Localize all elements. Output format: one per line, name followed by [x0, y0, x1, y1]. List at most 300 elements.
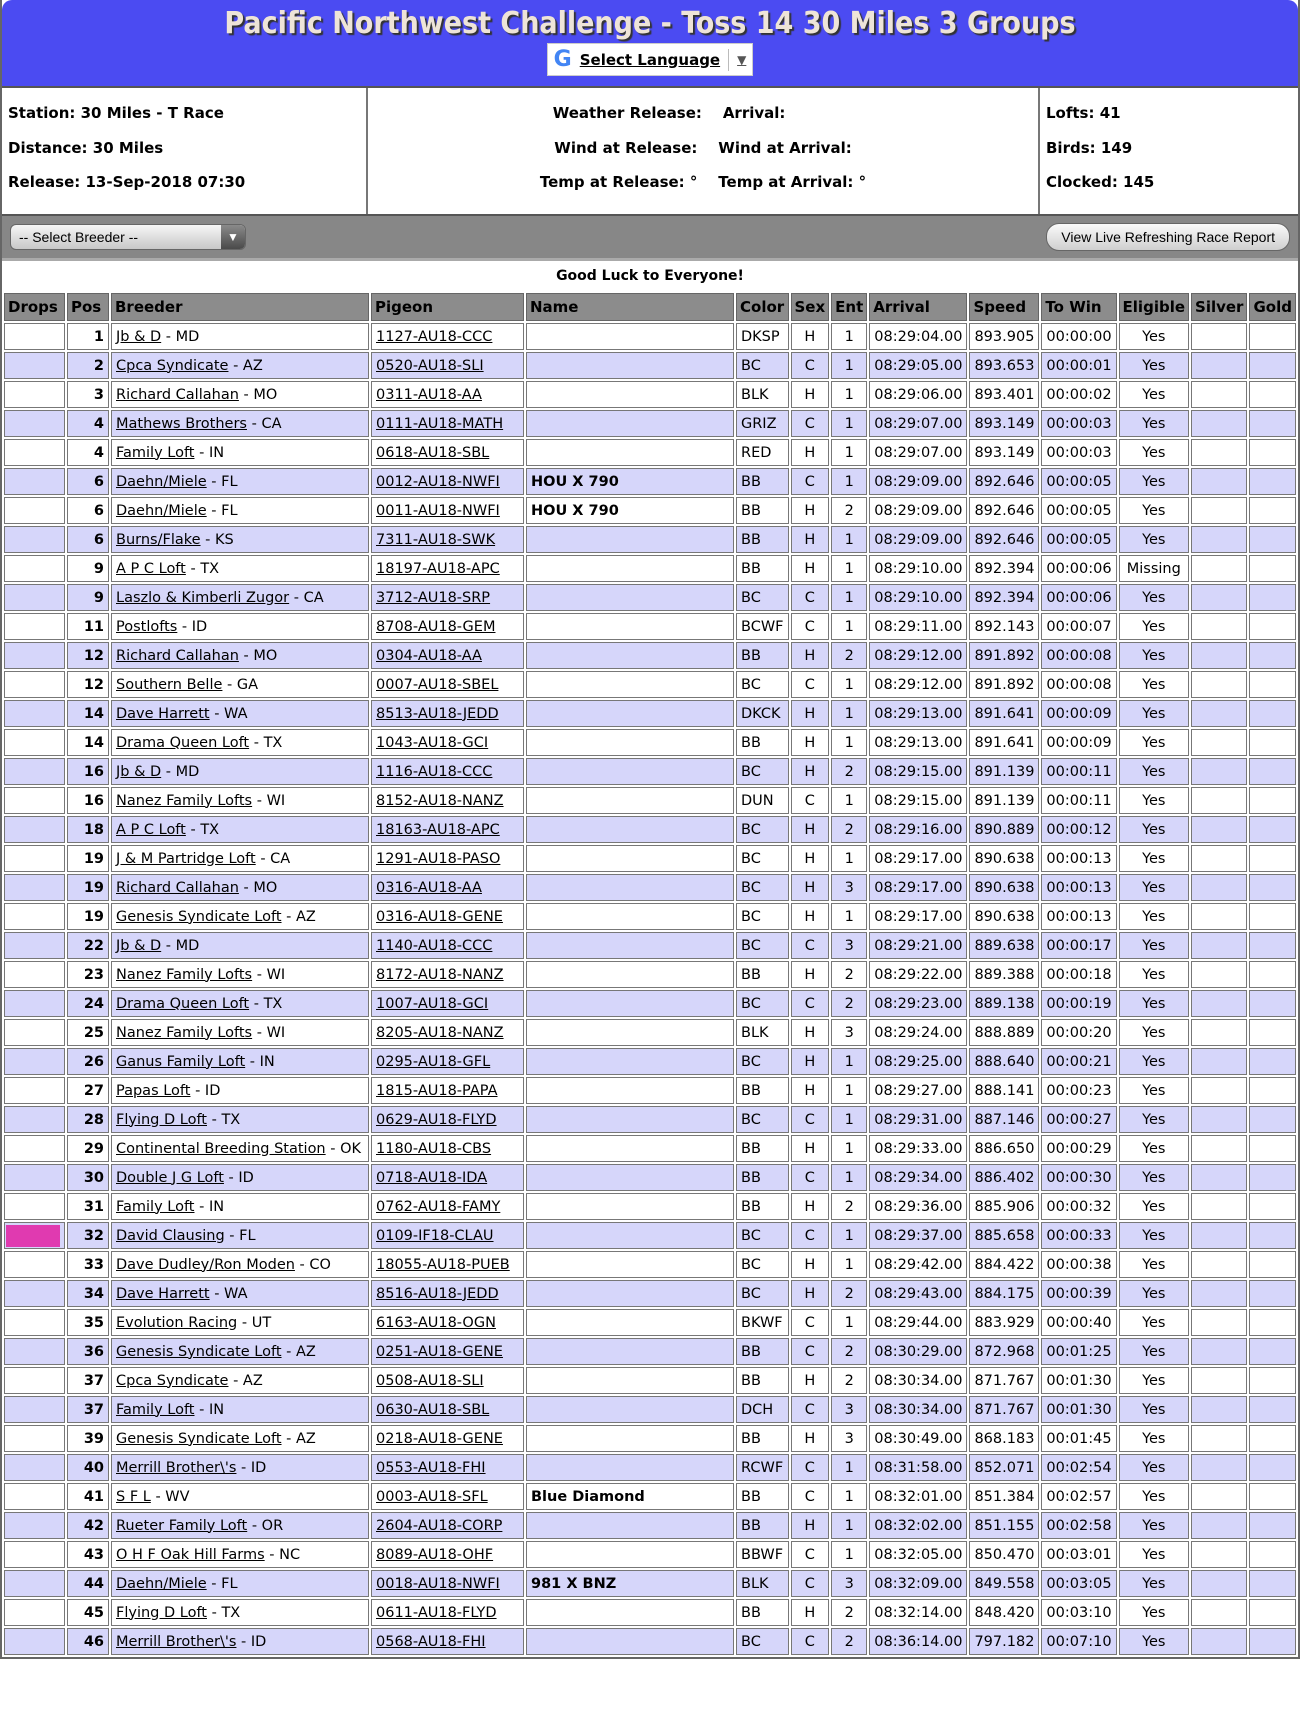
sex-cell: H	[791, 439, 830, 466]
breeder-link[interactable]: Merrill Brother\'s	[116, 1633, 237, 1650]
towin-cell: 00:00:08	[1041, 671, 1116, 698]
silver-cell	[1191, 1338, 1247, 1365]
speed-cell: 852.071	[969, 1454, 1039, 1481]
color-cell: BC	[736, 758, 789, 785]
pigeon-link[interactable]: 0111-AU18-MATH	[376, 415, 504, 432]
towin-cell: 00:00:06	[1041, 555, 1116, 582]
pigeon-link[interactable]: 0311-AU18-AA	[376, 386, 482, 403]
pigeon-link[interactable]: 0251-AU18-GENE	[376, 1343, 503, 1360]
eligible-cell: Yes	[1119, 1222, 1189, 1249]
drops-cell	[4, 1019, 65, 1046]
breeder-link[interactable]: Daehn/Miele	[116, 502, 207, 519]
ent-cell: 1	[831, 555, 867, 582]
breeder-link[interactable]: Family Loft	[116, 444, 195, 461]
name-cell	[526, 1135, 734, 1162]
name-cell	[526, 1309, 734, 1336]
ent-cell: 1	[831, 352, 867, 379]
ent-cell: 2	[831, 1628, 867, 1655]
breeder-link[interactable]: Jb & D	[116, 937, 162, 954]
breeder-link[interactable]: A P C Loft	[116, 560, 186, 577]
arrival-cell: 08:32:05.00	[869, 1541, 967, 1568]
eligible-cell: Yes	[1119, 1164, 1189, 1191]
breeder-state: ID	[250, 1459, 267, 1476]
gold-cell	[1249, 381, 1296, 408]
gold-cell	[1249, 1164, 1296, 1191]
sex-cell: C	[791, 613, 830, 640]
breeder-link[interactable]: Family Loft	[116, 1401, 195, 1418]
arrival-cell: 08:29:17.00	[869, 903, 967, 930]
speed-cell: 871.767	[969, 1396, 1039, 1423]
silver-cell	[1191, 381, 1247, 408]
breeder-state: WA	[224, 1285, 248, 1302]
pigeon-link[interactable]: 8089-AU18-OHF	[376, 1546, 494, 1563]
breeder-link[interactable]: O H F Oak Hill Farms	[116, 1546, 265, 1563]
speed-cell: 893.653	[969, 352, 1039, 379]
pigeon-link[interactable]: 0316-AU18-AA	[376, 879, 482, 896]
breeder-cell: Genesis Syndicate Loft - AZ	[111, 1338, 369, 1365]
pigeon-cell	[371, 584, 524, 611]
pigeon-cell	[371, 903, 524, 930]
col-gold: Gold	[1249, 293, 1296, 321]
breeder-link[interactable]: Daehn/Miele	[116, 1575, 207, 1592]
eligible-cell: Yes	[1119, 1541, 1189, 1568]
pigeon-link[interactable]: 0718-AU18-IDA	[376, 1169, 488, 1186]
pigeon-link[interactable]: 18055-AU18-PUEB	[376, 1256, 510, 1273]
name-cell	[526, 1367, 734, 1394]
pigeon-link[interactable]: 0568-AU18-FHI	[376, 1633, 486, 1650]
breeder-link[interactable]: Merrill Brother\'s	[116, 1459, 237, 1476]
speed-cell: 885.906	[969, 1193, 1039, 1220]
table-row	[4, 903, 1296, 930]
breeder-state: MD	[175, 763, 200, 780]
breeder-link[interactable]: Dave Harrett	[116, 705, 210, 722]
col-color: Color	[736, 293, 789, 321]
color-cell: RCWF	[736, 1454, 789, 1481]
breeder-state: AZ	[295, 908, 316, 925]
arrival-cell: 08:29:17.00	[869, 845, 967, 872]
drops-cell	[4, 1048, 65, 1075]
arrival-cell: 08:29:09.00	[869, 497, 967, 524]
breeder-link[interactable]: Nanez Family Lofts	[116, 966, 253, 983]
ent-cell: 1	[831, 903, 867, 930]
pigeon-link[interactable]: 8205-AU18-NANZ	[376, 1024, 504, 1041]
breeder-cell: Dave Harrett - WA	[111, 700, 369, 727]
breeder-link[interactable]: Mathews Brothers	[116, 415, 247, 432]
silver-cell	[1191, 729, 1247, 756]
arrival-cell: 08:29:44.00	[869, 1309, 967, 1336]
breeder-cell: Richard Callahan - MO	[111, 642, 369, 669]
breeder-state: FL	[221, 502, 238, 519]
table-row	[4, 671, 1296, 698]
pigeon-cell	[371, 729, 524, 756]
gold-cell	[1249, 468, 1296, 495]
language-selector[interactable]	[547, 43, 754, 76]
color-cell: BLK	[736, 1019, 789, 1046]
color-cell: BB	[736, 1077, 789, 1104]
col-ent: Ent	[831, 293, 867, 321]
breeder-link[interactable]: Richard Callahan	[116, 647, 239, 664]
breeder-link[interactable]: Dave Harrett	[116, 1285, 210, 1302]
arrival-cell: 08:29:07.00	[869, 439, 967, 466]
arrival-cell: 08:32:01.00	[869, 1483, 967, 1510]
eligible-cell: Yes	[1119, 468, 1189, 495]
name-cell	[526, 961, 734, 988]
breeder-cell: Family Loft - IN	[111, 439, 369, 466]
speed-cell: 848.420	[969, 1599, 1039, 1626]
pigeon-link[interactable]: 1140-AU18-CCC	[376, 937, 493, 954]
pigeon-link[interactable]: 0762-AU18-FAMY	[376, 1198, 501, 1215]
breeder-link[interactable]: Continental Breeding Station	[116, 1140, 326, 1157]
breeder-cell: Papas Loft - ID	[111, 1077, 369, 1104]
silver-cell	[1191, 903, 1247, 930]
breeder-link[interactable]: Dave Dudley/Ron Moden	[116, 1256, 295, 1273]
arrival-cell: 08:29:22.00	[869, 961, 967, 988]
breeder-link[interactable]: Postlofts	[116, 618, 178, 635]
drops-cell	[4, 1512, 65, 1539]
drops-cell	[4, 555, 65, 582]
pos-cell: 6	[67, 468, 109, 495]
breeder-cell: A P C Loft - TX	[111, 816, 369, 843]
table-row	[4, 439, 1296, 466]
pigeon-link[interactable]: 0012-AU18-NWFI	[376, 473, 500, 490]
breeder-state: ID	[250, 1633, 267, 1650]
silver-cell	[1191, 1077, 1247, 1104]
towin-cell: 00:00:13	[1041, 874, 1116, 901]
name-cell	[526, 526, 734, 553]
eligible-cell: Yes	[1119, 584, 1189, 611]
pigeon-link[interactable]: 8152-AU18-NANZ	[376, 792, 504, 809]
pigeon-link[interactable]: 0304-AU18-AA	[376, 647, 482, 664]
breeder-cell: Burns/Flake - KS	[111, 526, 369, 553]
breeder-link[interactable]: Jb & D	[116, 328, 162, 345]
color-cell: BB	[736, 1367, 789, 1394]
col-arrival: Arrival	[869, 293, 967, 321]
towin-cell: 00:02:58	[1041, 1512, 1116, 1539]
breeder-state: AZ	[295, 1430, 316, 1447]
silver-cell	[1191, 497, 1247, 524]
pos-cell: 46	[67, 1628, 109, 1655]
breeder-link[interactable]: Evolution Racing	[116, 1314, 238, 1331]
breeder-link[interactable]: Nanez Family Lofts	[116, 1024, 253, 1041]
pigeon-link[interactable]: 0295-AU18-GFL	[376, 1053, 491, 1070]
color-cell: BB	[736, 1193, 789, 1220]
pos-cell: 30	[67, 1164, 109, 1191]
pigeon-cell	[371, 990, 524, 1017]
results-body	[4, 323, 1296, 1655]
pos-cell: 33	[67, 1251, 109, 1278]
pigeon-link[interactable]: 0508-AU18-SLI	[376, 1372, 484, 1389]
speed-cell: 891.641	[969, 700, 1039, 727]
pigeon-link[interactable]: 0611-AU18-FLYD	[376, 1604, 497, 1621]
breeder-link[interactable]: Cpca Syndicate	[116, 1372, 229, 1389]
pigeon-link[interactable]: 18197-AU18-APC	[376, 560, 500, 577]
pigeon-link[interactable]: 0218-AU18-GENE	[376, 1430, 503, 1447]
silver-cell	[1191, 758, 1247, 785]
eligible-cell: Yes	[1119, 1338, 1189, 1365]
silver-cell	[1191, 1164, 1247, 1191]
gold-cell	[1249, 1367, 1296, 1394]
pigeon-link[interactable]: 3712-AU18-SRP	[376, 589, 491, 606]
pigeon-link[interactable]: 0018-AU18-NWFI	[376, 1575, 500, 1592]
pos-cell: 37	[67, 1367, 109, 1394]
pos-cell: 25	[67, 1019, 109, 1046]
gold-cell	[1249, 1193, 1296, 1220]
pigeon-link[interactable]: 0007-AU18-SBEL	[376, 676, 499, 693]
pos-cell: 26	[67, 1048, 109, 1075]
breeder-link[interactable]: Family Loft	[116, 1198, 195, 1215]
drops-cell	[4, 497, 65, 524]
page-title: Pacific Northwest Challenge - Toss 14 30 Miles 3 Groups	[224, 6, 1076, 41]
breeder-link[interactable]: Flying D Loft	[116, 1604, 207, 1621]
gold-cell	[1249, 758, 1296, 785]
breeder-link[interactable]: Daehn/Miele	[116, 473, 207, 490]
color-cell: BB	[736, 1338, 789, 1365]
breeder-link[interactable]: Drama Queen Loft	[116, 734, 250, 751]
weather-info	[368, 88, 1040, 214]
color-cell: BB	[736, 497, 789, 524]
towin-cell: 00:00:03	[1041, 410, 1116, 437]
pigeon-cell	[371, 1599, 524, 1626]
pigeon-link[interactable]: 2604-AU18-CORP	[376, 1517, 503, 1534]
name-cell	[526, 410, 734, 437]
gold-cell	[1249, 1309, 1296, 1336]
breeder-cell: Jb & D - MD	[111, 932, 369, 959]
col-pigeon: Pigeon	[371, 293, 524, 321]
speed-cell: 893.149	[969, 410, 1039, 437]
name-cell	[526, 1541, 734, 1568]
ent-cell: 2	[831, 1599, 867, 1626]
pigeon-link[interactable]: 0630-AU18-SBL	[376, 1401, 490, 1418]
ent-cell: 3	[831, 932, 867, 959]
arrival-cell: 08:29:31.00	[869, 1106, 967, 1133]
breeder-link[interactable]: J & M Partridge Loft	[116, 850, 256, 867]
towin-cell: 00:01:30	[1041, 1396, 1116, 1423]
pigeon-link[interactable]: 8172-AU18-NANZ	[376, 966, 504, 983]
eligible-cell: Yes	[1119, 1483, 1189, 1510]
speed-cell: 891.892	[969, 642, 1039, 669]
breeder-link[interactable]: Genesis Syndicate Loft	[116, 1343, 282, 1360]
pigeon-cell	[371, 439, 524, 466]
race-info-left	[2, 88, 368, 214]
arrival-cell: 08:29:15.00	[869, 758, 967, 785]
breeder-link[interactable]: Southern Belle	[116, 676, 223, 693]
silver-cell	[1191, 990, 1247, 1017]
gold-cell	[1249, 323, 1296, 350]
arrival-cell: 08:32:14.00	[869, 1599, 967, 1626]
color-cell: DKSP	[736, 323, 789, 350]
drops-cell	[4, 1396, 65, 1423]
breeder-link[interactable]: S F L	[116, 1488, 151, 1505]
pigeon-cell	[371, 381, 524, 408]
gold-cell	[1249, 526, 1296, 553]
breeder-cell: Southern Belle - GA	[111, 671, 369, 698]
table-row	[4, 381, 1296, 408]
towin-cell: 00:00:11	[1041, 758, 1116, 785]
breeder-link[interactable]: Rueter Family Loft	[116, 1517, 248, 1534]
pigeon-link[interactable]: 0316-AU18-GENE	[376, 908, 503, 925]
breeder-state: CA	[303, 589, 324, 606]
drops-cell	[4, 1077, 65, 1104]
towin-cell: 00:00:08	[1041, 642, 1116, 669]
breeder-state: AZ	[242, 1372, 263, 1389]
ent-cell: 1	[831, 1222, 867, 1249]
speed-cell: 887.146	[969, 1106, 1039, 1133]
pigeon-link[interactable]: 1180-AU18-CBS	[376, 1140, 492, 1157]
breeder-link[interactable]: Double J G Loft	[116, 1169, 224, 1186]
arrival-cell: 08:29:09.00	[869, 526, 967, 553]
sex-cell: H	[791, 961, 830, 988]
ent-cell: 2	[831, 1193, 867, 1220]
toolbar	[2, 216, 1298, 261]
name-cell	[526, 1454, 734, 1481]
table-row	[4, 526, 1296, 553]
breeder-cell: J & M Partridge Loft - CA	[111, 845, 369, 872]
table-row	[4, 1048, 1296, 1075]
color-cell: BB	[736, 1599, 789, 1626]
breeder-select[interactable]	[10, 224, 246, 250]
gold-cell	[1249, 410, 1296, 437]
breeder-link[interactable]: Papas Loft	[116, 1082, 191, 1099]
name-cell	[526, 1019, 734, 1046]
breeder-state: CA	[270, 850, 291, 867]
pigeon-link[interactable]: 0011-AU18-NWFI	[376, 502, 500, 519]
ent-cell: 1	[831, 787, 867, 814]
name-cell	[526, 642, 734, 669]
pigeon-link[interactable]: 1127-AU18-CCC	[376, 328, 493, 345]
pigeon-cell	[371, 555, 524, 582]
eligible-cell: Yes	[1119, 1512, 1189, 1539]
breeder-cell: Drama Queen Loft - TX	[111, 729, 369, 756]
pigeon-cell	[371, 1628, 524, 1655]
pigeon-link[interactable]: 1116-AU18-CCC	[376, 763, 493, 780]
eligible-cell: Yes	[1119, 729, 1189, 756]
temp-arrival: Temp at Arrival: °	[718, 173, 867, 191]
breeder-link[interactable]: Richard Callahan	[116, 386, 239, 403]
pigeon-link[interactable]: 8708-AU18-GEM	[376, 618, 496, 635]
breeder-link[interactable]: Genesis Syndicate Loft	[116, 1430, 282, 1447]
pos-cell: 11	[67, 613, 109, 640]
pigeon-link[interactable]: 1291-AU18-PASO	[376, 850, 501, 867]
ent-cell: 1	[831, 1483, 867, 1510]
ent-cell: 2	[831, 816, 867, 843]
name-cell	[526, 932, 734, 959]
breeder-link[interactable]: Cpca Syndicate	[116, 357, 229, 374]
name-cell	[526, 990, 734, 1017]
drops-cell	[4, 1599, 65, 1626]
breeder-link[interactable]: David Clausing	[116, 1227, 225, 1244]
pigeon-link[interactable]: 0520-AU18-SLI	[376, 357, 484, 374]
breeder-link[interactable]: Genesis Syndicate Loft	[116, 908, 282, 925]
pigeon-cell	[371, 1135, 524, 1162]
name-cell	[526, 700, 734, 727]
breeder-link[interactable]: Flying D Loft	[116, 1111, 207, 1128]
pigeon-link[interactable]: 7311-AU18-SWK	[376, 531, 496, 548]
arrival-cell: 08:29:09.00	[869, 468, 967, 495]
pos-cell: 32	[67, 1222, 109, 1249]
header-banner	[2, 0, 1298, 88]
silver-cell	[1191, 1106, 1247, 1133]
ent-cell: 1	[831, 613, 867, 640]
arrival-cell: 08:29:27.00	[869, 1077, 967, 1104]
pigeon-link[interactable]: 0629-AU18-FLYD	[376, 1111, 497, 1128]
pigeon-link[interactable]: 8513-AU18-JEDD	[376, 705, 499, 722]
pigeon-link[interactable]: 1007-AU18-GCI	[376, 995, 489, 1012]
breeder-state: MO	[253, 647, 278, 664]
breeder-link[interactable]: Burns/Flake	[116, 531, 201, 548]
breeder-state: AZ	[295, 1343, 316, 1360]
towin-cell: 00:01:25	[1041, 1338, 1116, 1365]
towin-cell: 00:03:05	[1041, 1570, 1116, 1597]
breeder-link[interactable]: Laszlo & Kimberli Zugor	[116, 589, 290, 606]
table-row	[4, 1512, 1296, 1539]
speed-cell: 883.929	[969, 1309, 1039, 1336]
speed-cell: 851.155	[969, 1512, 1039, 1539]
breeder-link[interactable]: Drama Queen Loft	[116, 995, 250, 1012]
towin-cell: 00:00:13	[1041, 845, 1116, 872]
color-cell: BC	[736, 1628, 789, 1655]
pigeon-link[interactable]: 6163-AU18-OGN	[376, 1314, 496, 1331]
name-cell	[526, 1396, 734, 1423]
drops-cell	[4, 903, 65, 930]
results-table	[2, 291, 1298, 1657]
pigeon-cell	[371, 1367, 524, 1394]
breeder-state: TX	[221, 1604, 241, 1621]
speed-cell: 889.388	[969, 961, 1039, 988]
breeder-state: MO	[253, 879, 278, 896]
breeder-link[interactable]: Jb & D	[116, 763, 162, 780]
table-row	[4, 787, 1296, 814]
google-g-icon: G	[553, 47, 572, 72]
gold-cell	[1249, 352, 1296, 379]
pigeon-link[interactable]: 0003-AU18-SFL	[376, 1488, 488, 1505]
gold-cell	[1249, 787, 1296, 814]
table-row	[4, 990, 1296, 1017]
breeder-link[interactable]: Ganus Family Loft	[116, 1053, 246, 1070]
arrival-cell: 08:29:21.00	[869, 932, 967, 959]
pigeon-link[interactable]: 18163-AU18-APC	[376, 821, 500, 838]
sex-cell: H	[791, 381, 830, 408]
towin-cell: 00:00:30	[1041, 1164, 1116, 1191]
color-cell: BKWF	[736, 1309, 789, 1336]
breeder-cell: Nanez Family Lofts - WI	[111, 961, 369, 988]
eligible-cell: Yes	[1119, 642, 1189, 669]
pigeon-link[interactable]: 0109-IF18-CLAU	[376, 1227, 494, 1244]
breeder-link[interactable]: Richard Callahan	[116, 879, 239, 896]
pigeon-link[interactable]: 1815-AU18-PAPA	[376, 1082, 498, 1099]
towin-cell: 00:00:32	[1041, 1193, 1116, 1220]
gold-cell	[1249, 932, 1296, 959]
pigeon-link[interactable]: 1043-AU18-GCI	[376, 734, 489, 751]
pigeon-cell	[371, 1541, 524, 1568]
drops-cell	[4, 1367, 65, 1394]
live-report-button[interactable]: View Live Refreshing Race Report	[1046, 223, 1290, 251]
breeder-link[interactable]: A P C Loft	[116, 821, 186, 838]
silver-cell	[1191, 323, 1247, 350]
pigeon-link[interactable]: 0553-AU18-FHI	[376, 1459, 486, 1476]
silver-cell	[1191, 1367, 1247, 1394]
ent-cell: 3	[831, 1570, 867, 1597]
speed-cell: 849.558	[969, 1570, 1039, 1597]
breeder-state: TX	[263, 734, 283, 751]
color-cell: DKCK	[736, 700, 789, 727]
towin-cell: 00:03:01	[1041, 1541, 1116, 1568]
pigeon-cell	[371, 1193, 524, 1220]
silver-cell	[1191, 1425, 1247, 1452]
pigeon-link[interactable]: 0618-AU18-SBL	[376, 444, 490, 461]
pigeon-link[interactable]: 8516-AU18-JEDD	[376, 1285, 499, 1302]
breeder-link[interactable]: Nanez Family Lofts	[116, 792, 253, 809]
sex-cell: C	[791, 787, 830, 814]
